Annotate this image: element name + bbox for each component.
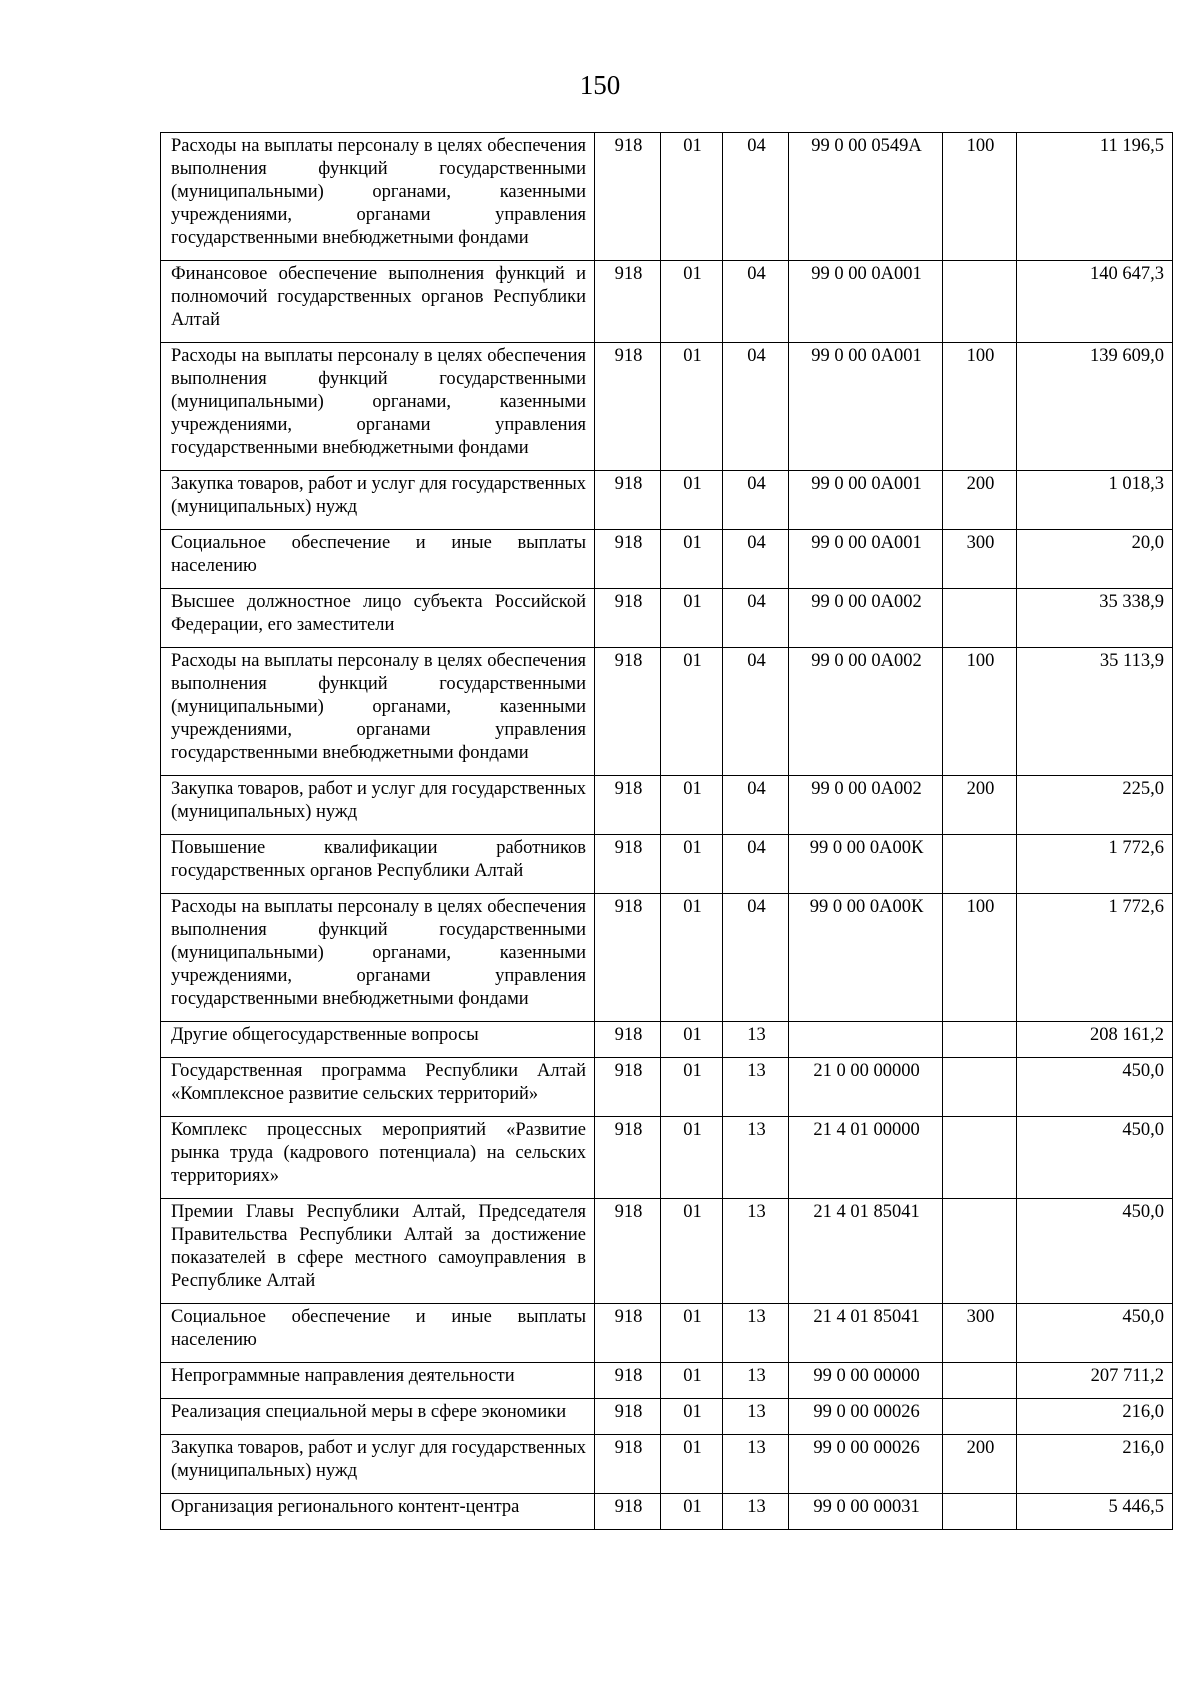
amount-cell: 11 196,5 <box>1017 133 1173 261</box>
section-code-cell: 01 <box>661 133 723 261</box>
grbs-code-cell: 918 <box>595 1022 661 1058</box>
target-article-cell: 21 4 01 85041 <box>789 1199 943 1304</box>
expense-type-cell <box>943 589 1017 648</box>
expense-type-cell: 200 <box>943 776 1017 835</box>
table-row <box>161 1022 1173 1058</box>
expense-name-cell: Закупка товаров, работ и услуг для государственных (муниципальных) нужд <box>161 776 595 835</box>
target-article-cell: 21 0 00 00000 <box>789 1058 943 1117</box>
expense-name-cell: Социальное обеспечение и иные выплаты населению <box>161 1304 595 1363</box>
target-article-cell: 99 0 00 00031 <box>789 1494 943 1530</box>
section-code-cell: 01 <box>661 894 723 1022</box>
expense-type-cell <box>943 1058 1017 1117</box>
grbs-code-cell: 918 <box>595 1199 661 1304</box>
expense-type-cell: 300 <box>943 530 1017 589</box>
amount-cell: 450,0 <box>1017 1199 1173 1304</box>
grbs-code-cell: 918 <box>595 530 661 589</box>
grbs-code-cell: 918 <box>595 343 661 471</box>
target-article-cell: 99 0 00 0А001 <box>789 530 943 589</box>
target-article-cell: 99 0 00 00026 <box>789 1435 943 1494</box>
subsection-code-cell: 04 <box>723 648 789 776</box>
grbs-code-cell: 918 <box>595 648 661 776</box>
grbs-code-cell: 918 <box>595 835 661 894</box>
grbs-code-cell: 918 <box>595 1058 661 1117</box>
table-row <box>161 648 1173 776</box>
amount-cell: 20,0 <box>1017 530 1173 589</box>
amount-cell: 1 772,6 <box>1017 835 1173 894</box>
section-code-cell: 01 <box>661 1117 723 1199</box>
expense-name-cell: Комплекс процессных мероприятий «Развитие рынка труда (кадрового потенциала) на сельских территориях» <box>161 1117 595 1199</box>
expense-name-cell: Государственная программа Республики Алтай «Комплексное развитие сельских территорий» <box>161 1058 595 1117</box>
section-code-cell: 01 <box>661 1363 723 1399</box>
subsection-code-cell: 13 <box>723 1304 789 1363</box>
table-row <box>161 589 1173 648</box>
expense-name-cell: Закупка товаров, работ и услуг для государственных (муниципальных) нужд <box>161 1435 595 1494</box>
amount-cell: 450,0 <box>1017 1058 1173 1117</box>
table-row <box>161 1199 1173 1304</box>
amount-cell: 208 161,2 <box>1017 1022 1173 1058</box>
section-code-cell: 01 <box>661 589 723 648</box>
table-row <box>161 343 1173 471</box>
subsection-code-cell: 04 <box>723 589 789 648</box>
target-article-cell: 99 0 00 0А001 <box>789 261 943 343</box>
subsection-code-cell: 04 <box>723 776 789 835</box>
expense-type-cell <box>943 1117 1017 1199</box>
subsection-code-cell: 13 <box>723 1363 789 1399</box>
expense-name-cell: Социальное обеспечение и иные выплаты населению <box>161 530 595 589</box>
subsection-code-cell: 13 <box>723 1199 789 1304</box>
grbs-code-cell: 918 <box>595 1304 661 1363</box>
expense-type-cell <box>943 1494 1017 1530</box>
expense-name-cell: Непрограммные направления деятельности <box>161 1363 595 1399</box>
subsection-code-cell: 13 <box>723 1058 789 1117</box>
table-row <box>161 835 1173 894</box>
grbs-code-cell: 918 <box>595 1117 661 1199</box>
amount-cell: 35 338,9 <box>1017 589 1173 648</box>
subsection-code-cell: 04 <box>723 133 789 261</box>
expense-name-cell: Организация регионального контент-центра <box>161 1494 595 1530</box>
expense-type-cell <box>943 1399 1017 1435</box>
subsection-code-cell: 04 <box>723 894 789 1022</box>
subsection-code-cell: 13 <box>723 1494 789 1530</box>
table-row <box>161 261 1173 343</box>
page-number: 150 <box>579 70 621 100</box>
target-article-cell: 99 0 00 00026 <box>789 1399 943 1435</box>
amount-cell: 1 018,3 <box>1017 471 1173 530</box>
section-code-cell: 01 <box>661 261 723 343</box>
amount-cell: 1 772,6 <box>1017 894 1173 1022</box>
target-article-cell: 99 0 00 0А001 <box>789 471 943 530</box>
section-code-cell: 01 <box>661 1199 723 1304</box>
expense-name-cell: Закупка товаров, работ и услуг для государственных (муниципальных) нужд <box>161 471 595 530</box>
target-article-cell: 99 0 00 0А00К <box>789 835 943 894</box>
section-code-cell: 01 <box>661 343 723 471</box>
target-article-cell: 99 0 00 0А002 <box>789 589 943 648</box>
amount-cell: 216,0 <box>1017 1435 1173 1494</box>
expense-name-cell: Реализация специальной меры в сфере экономики <box>161 1399 595 1435</box>
subsection-code-cell: 04 <box>723 835 789 894</box>
section-code-cell: 01 <box>661 776 723 835</box>
target-article-cell: 99 0 00 0А002 <box>789 776 943 835</box>
amount-cell: 225,0 <box>1017 776 1173 835</box>
section-code-cell: 01 <box>661 835 723 894</box>
table-row <box>161 530 1173 589</box>
section-code-cell: 01 <box>661 1435 723 1494</box>
expense-name-cell: Повышение квалификации работников государственных органов Республики Алтай <box>161 835 595 894</box>
subsection-code-cell: 04 <box>723 530 789 589</box>
subsection-code-cell: 13 <box>723 1022 789 1058</box>
table-row <box>161 776 1173 835</box>
table-row <box>161 1435 1173 1494</box>
expense-type-cell <box>943 1022 1017 1058</box>
expense-type-cell: 200 <box>943 1435 1017 1494</box>
grbs-code-cell: 918 <box>595 1363 661 1399</box>
table-row <box>161 1058 1173 1117</box>
section-code-cell: 01 <box>661 648 723 776</box>
target-article-cell: 99 0 00 0549А <box>789 133 943 261</box>
subsection-code-cell: 04 <box>723 261 789 343</box>
expense-name-cell: Расходы на выплаты персоналу в целях обеспечения выполнения функций государственными (муниципальными) органами, казенными учреждениями, органами управления государственными внебюджетными фондами <box>161 343 595 471</box>
section-code-cell: 01 <box>661 471 723 530</box>
grbs-code-cell: 918 <box>595 776 661 835</box>
expense-name-cell: Премии Главы Республики Алтай, Председателя Правительства Республики Алтай за достижение показателей в сфере местного самоуправления в Республике Алтай <box>161 1199 595 1304</box>
expense-type-cell <box>943 835 1017 894</box>
table-row <box>161 894 1173 1022</box>
expense-type-cell: 200 <box>943 471 1017 530</box>
expense-type-cell <box>943 1199 1017 1304</box>
expense-name-cell: Расходы на выплаты персоналу в целях обеспечения выполнения функций государственными (муниципальными) органами, казенными учреждениями, органами управления государственными внебюджетными фондами <box>161 133 595 261</box>
grbs-code-cell: 918 <box>595 261 661 343</box>
target-article-cell: 21 4 01 00000 <box>789 1117 943 1199</box>
table-body <box>161 133 1173 1530</box>
table-row <box>161 1399 1173 1435</box>
target-article-cell: 99 0 00 0А00К <box>789 894 943 1022</box>
grbs-code-cell: 918 <box>595 1494 661 1530</box>
budget-table <box>160 132 1173 1530</box>
table-row <box>161 1494 1173 1530</box>
target-article-cell: 21 4 01 85041 <box>789 1304 943 1363</box>
section-code-cell: 01 <box>661 1058 723 1117</box>
subsection-code-cell: 13 <box>723 1435 789 1494</box>
expense-type-cell <box>943 1363 1017 1399</box>
amount-cell: 35 113,9 <box>1017 648 1173 776</box>
table-row <box>161 1117 1173 1199</box>
expense-name-cell: Расходы на выплаты персоналу в целях обеспечения выполнения функций государственными (муниципальными) органами, казенными учреждениями, органами управления государственными внебюджетными фондами <box>161 894 595 1022</box>
expense-name-cell: Расходы на выплаты персоналу в целях обеспечения выполнения функций государственными (муниципальными) органами, казенными учреждениями, органами управления государственными внебюджетными фондами <box>161 648 595 776</box>
amount-cell: 216,0 <box>1017 1399 1173 1435</box>
amount-cell: 450,0 <box>1017 1117 1173 1199</box>
grbs-code-cell: 918 <box>595 894 661 1022</box>
expense-type-cell: 100 <box>943 894 1017 1022</box>
amount-cell: 139 609,0 <box>1017 343 1173 471</box>
subsection-code-cell: 13 <box>723 1399 789 1435</box>
subsection-code-cell: 04 <box>723 343 789 471</box>
target-article-cell: 99 0 00 0А001 <box>789 343 943 471</box>
grbs-code-cell: 918 <box>595 471 661 530</box>
grbs-code-cell: 918 <box>595 1399 661 1435</box>
grbs-code-cell: 918 <box>595 589 661 648</box>
table-row <box>161 1304 1173 1363</box>
expense-name-cell: Высшее должностное лицо субъекта Российской Федерации, его заместители <box>161 589 595 648</box>
subsection-code-cell: 13 <box>723 1117 789 1199</box>
table-row <box>161 133 1173 261</box>
expense-type-cell: 100 <box>943 648 1017 776</box>
section-code-cell: 01 <box>661 1399 723 1435</box>
expense-name-cell: Финансовое обеспечение выполнения функций и полномочий государственных органов Республики Алтай <box>161 261 595 343</box>
subsection-code-cell: 04 <box>723 471 789 530</box>
expense-type-cell: 300 <box>943 1304 1017 1363</box>
target-article-cell: 99 0 00 00000 <box>789 1363 943 1399</box>
amount-cell: 450,0 <box>1017 1304 1173 1363</box>
grbs-code-cell: 918 <box>595 133 661 261</box>
section-code-cell: 01 <box>661 1304 723 1363</box>
grbs-code-cell: 918 <box>595 1435 661 1494</box>
target-article-cell: 99 0 00 0А002 <box>789 648 943 776</box>
section-code-cell: 01 <box>661 1022 723 1058</box>
table-row <box>161 471 1173 530</box>
expense-name-cell: Другие общегосударственные вопросы <box>161 1022 595 1058</box>
table-row <box>161 1363 1173 1399</box>
section-code-cell: 01 <box>661 530 723 589</box>
amount-cell: 207 711,2 <box>1017 1363 1173 1399</box>
section-code-cell: 01 <box>661 1494 723 1530</box>
expense-type-cell <box>943 261 1017 343</box>
amount-cell: 140 647,3 <box>1017 261 1173 343</box>
expense-type-cell: 100 <box>943 133 1017 261</box>
expense-type-cell: 100 <box>943 343 1017 471</box>
amount-cell: 5 446,5 <box>1017 1494 1173 1530</box>
target-article-cell <box>789 1022 943 1058</box>
